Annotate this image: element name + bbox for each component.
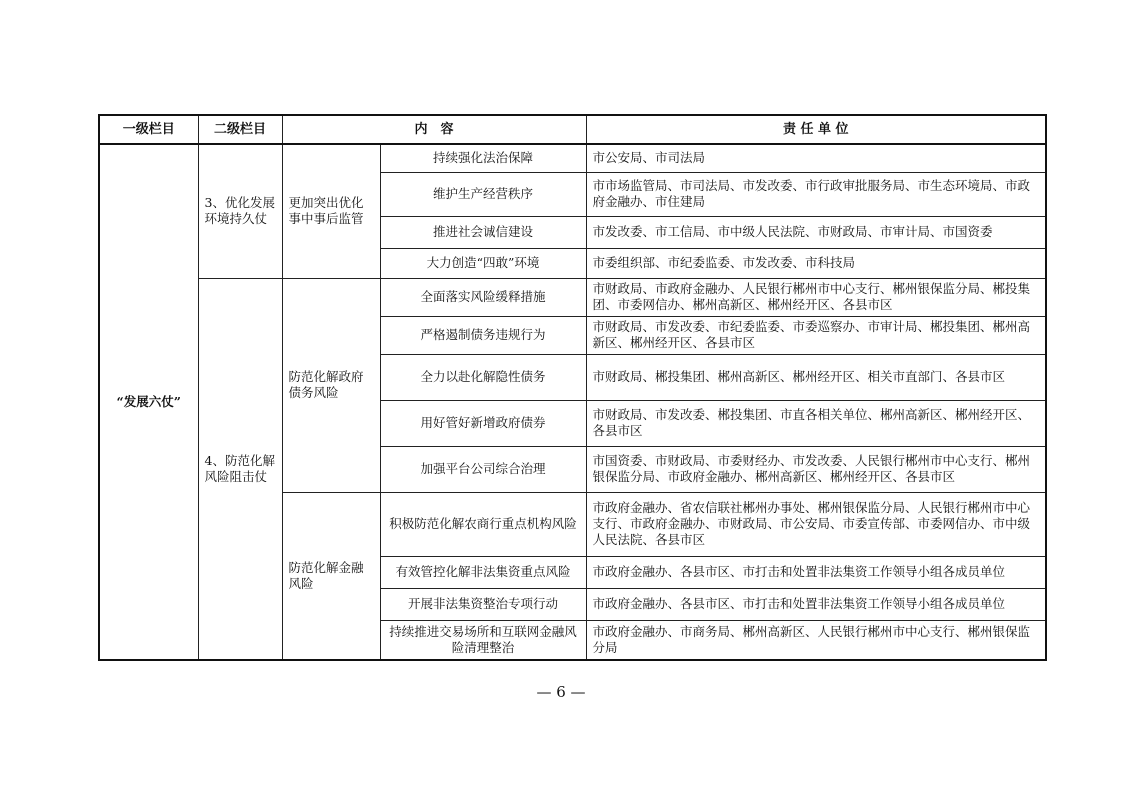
units-cell: 市财政局、市发改委、市纪委监委、市委巡察办、市审计局、郴投集团、郴州高新区、郴州经开区、各县市区: [586, 316, 1046, 354]
units-cell: 市政府金融办、省农信联社郴州办事处、郴州银保监分局、人民银行郴州市中心支行、市政府金融办、市财政局、市公安局、市委宣传部、市委网信办、市中级人民法院、各县市区: [586, 492, 1046, 556]
content-cell: 持续强化法治保障: [380, 144, 586, 172]
content-cell: 严格遏制债务违规行为: [380, 316, 586, 354]
content-cell: 积极防范化解农商行重点机构风险: [380, 492, 586, 556]
content-cell: 开展非法集资整治专项行动: [380, 588, 586, 620]
header-responsible-units: 责 任 单 位: [586, 115, 1046, 144]
responsibility-table: [98, 114, 1047, 661]
level1-cell: “发展六仗”: [99, 144, 198, 660]
content-cell: 大力创造“四敢”环境: [380, 248, 586, 278]
content-cell: 全面落实风险缓释措施: [380, 278, 586, 316]
content-cell: 维护生产经营秩序: [380, 172, 586, 216]
header-level1: 一级栏目: [99, 115, 198, 144]
content-cell: 持续推进交易场所和互联网金融风险清理整治: [380, 620, 586, 660]
content-cell: 加强平台公司综合治理: [380, 446, 586, 492]
level2-cell: 4、防范化解风险阻击仗: [198, 278, 282, 660]
category-cell: 防范化解金融风险: [282, 492, 380, 660]
units-cell: 市财政局、市政府金融办、人民银行郴州市中心支行、郴州银保监分局、郴投集团、市委网信办、郴州高新区、郴州经开区、各县市区: [586, 278, 1046, 316]
category-cell: 防范化解政府债务风险: [282, 278, 380, 492]
table-row: [99, 278, 1046, 316]
units-cell: 市财政局、郴投集团、郴州高新区、郴州经开区、相关市直部门、各县市区: [586, 354, 1046, 400]
table-row: [99, 144, 1046, 172]
units-cell: 市发改委、市工信局、市中级人民法院、市财政局、市审计局、市国资委: [586, 216, 1046, 248]
units-cell: 市市场监管局、市司法局、市发改委、市行政审批服务局、市生态环境局、市政府金融办、市住建局: [586, 172, 1046, 216]
header-row: [99, 115, 1046, 144]
header-content: 内 容: [282, 115, 586, 144]
units-cell: 市财政局、市发改委、郴投集团、市直各相关单位、郴州高新区、郴州经开区、各县市区: [586, 400, 1046, 446]
content-cell: 用好管好新增政府债券: [380, 400, 586, 446]
page-number: — 6 —: [536, 683, 586, 701]
header-level2: 二级栏目: [198, 115, 282, 144]
category-cell: 更加突出优化事中事后监管: [282, 144, 380, 278]
units-cell: 市国资委、市财政局、市委财经办、市发改委、人民银行郴州市中心支行、郴州银保监分局、市政府金融办、郴州高新区、郴州经开区、各县市区: [586, 446, 1046, 492]
units-cell: 市委组织部、市纪委监委、市发改委、市科技局: [586, 248, 1046, 278]
content-cell: 推进社会诚信建设: [380, 216, 586, 248]
units-cell: 市政府金融办、市商务局、郴州高新区、人民银行郴州市中心支行、郴州银保监分局: [586, 620, 1046, 660]
content-cell: 有效管控化解非法集资重点风险: [380, 556, 586, 588]
content-cell: 全力以赴化解隐性债务: [380, 354, 586, 400]
units-cell: 市政府金融办、各县市区、市打击和处置非法集资工作领导小组各成员单位: [586, 588, 1046, 620]
level2-cell: 3、优化发展环境持久仗: [198, 144, 282, 278]
units-cell: 市政府金融办、各县市区、市打击和处置非法集资工作领导小组各成员单位: [586, 556, 1046, 588]
units-cell: 市公安局、市司法局: [586, 144, 1046, 172]
